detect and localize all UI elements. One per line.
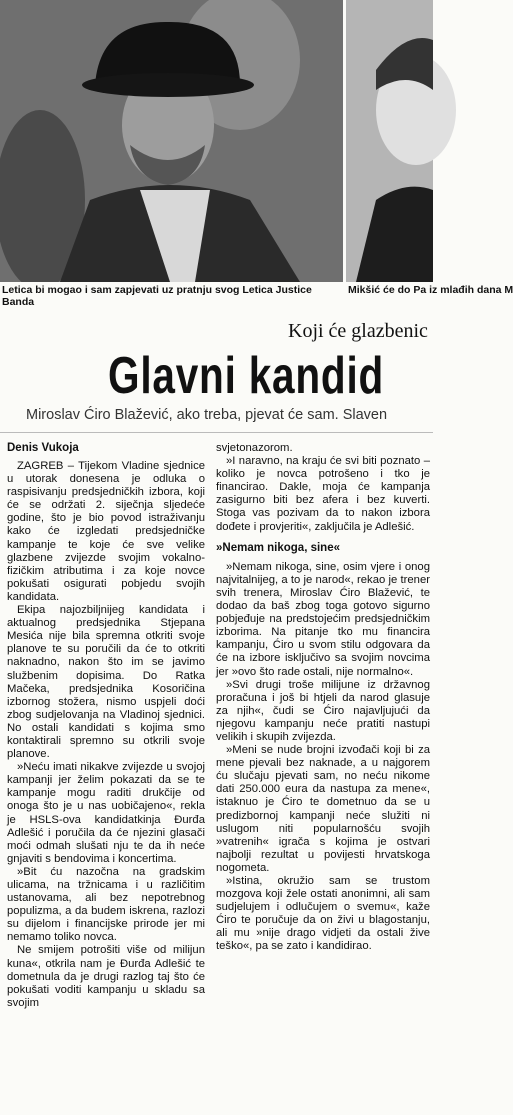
byline: Denis Vukoja [7, 442, 79, 454]
article-column-right [216, 442, 430, 954]
paragraph: svjetonazorom. [216, 442, 293, 454]
portrait-man-right [346, 0, 433, 282]
section-subheading: »Nemam nikoga, sine« [216, 541, 340, 554]
photo-caption-right: Mikšić će do Pa iz mlađih dana M [348, 284, 513, 296]
paragraph: »Nemam nikoga, sine, osim vjere i onog najvitalnijeg, a to je narod«, rekao je trener svih trenera, Miroslav Ćiro Blažević, te dodao da baš zbog toga gotovo sigurno pobjeđuje na predstojećim predsjedničkim izborima. Na pitanje tko mu financira kampanju, Ćiro u svom stilu odgovara da će na izbore isključivo sa svojim novcima jer »ovo što rade ostali, nije normalno«. [216, 560, 430, 678]
photo-miksic [346, 0, 433, 282]
photo-caption-left: Letica bi mogao i sam zapjevati uz pratnju svog Letica Justice Banda [2, 282, 340, 308]
article-column-left [7, 460, 205, 1010]
paragraph: Ne smijem potrošiti više od milijun kuna«, otkrila nam je Đurđa Adlešić te dometnula da je drugi razlog taj što će pokušati voditi kampanju u skladu sa svojim [7, 944, 205, 1009]
paragraph: Ekipa najozbiljnijeg kandidata i aktualnog predsjednika Stjepana Mesića nije bila spremna otkriti svoje planove te su poručili da će to otkriti naknadno, nakon što im se javimo službenim dopisima. Do Ratka Mačeka, predsjednika Kosoričina izbornog stožera, nismo uspjeli doći zbog sudjelovanja na Vladinoj sjednici. No ostali kandidati s kojima smo kontaktirali spremno su otkrili svoje planove. [7, 604, 205, 761]
paragraph: ZAGREB – Tijekom Vladine sjednice u utorak donesena je odluka o raspisivanju predsjedničkih izbora, koji će se održati 2. siječnja sljedeće godine, što je bio povod istraživanju kako će izgledati predsjedničke kampanje te koje će sve velike glazbene zvijezde svojim vokalno-fizičkim atributima i za koje novce pokušati osigurati pobjedu svojih kandidata. [7, 460, 205, 603]
paragraph: »I naravno, na kraju će svi biti poznato – koliko je novca potrošeno i tko je financirao. Dakle, moja će kampanja zasigurno biti bez afera i bez kuverti. Stoga vas pozivam da to nakon izbora dođete i provjeriti«, zaključila je Adlešić. [216, 455, 430, 533]
paragraph: »Neću imati nikakve zvijezde u svojoj kampanji jer želim pokazati da se te kampanje mogu raditi drukčije od onoga što je u nas uobičajeno«, rekla je HSLS-ova kandidatkinja Đurđa Adlešić i poručila da će njezini glasači moći odmah slušati nju te da ih neće gnjaviti s bendovima i koncertima. [7, 761, 205, 865]
photo-letica [0, 0, 343, 282]
subheadline: Miroslav Ćiro Blažević, ako treba, pjevat će sam. Slaven [26, 407, 388, 423]
paragraph: »Bit ću nazočna na gradskim ulicama, na tržnicama i u različitim ustanovama, ali bez nepotrebnog populizma, a da budem iskrena, razlozi su dijelom i financijske prirode jer mi nemamo toliko novca. [7, 865, 205, 944]
divider [0, 432, 433, 433]
portrait-man-hat [0, 0, 343, 282]
paragraph: »Istina, okružio sam se trustom mozgova koji žele ostati anonimni, ali sam sudjelujem i odlučujem o svemu«, kaže Ćiro te poručuje da on živi u blagostanju, ali mu »nije drago vidjeti da ostali žive teško«, pa se zato i kandidirao. [216, 875, 430, 953]
paragraph: »Svi drugi troše milijune iz državnog proračuna i još bi htjeli da narod glasuje za njih«, čudi se Ćiro najavljujući da njegovu kampanju neće pratiti nastupi velikih i skupih zvijezda. [216, 678, 430, 743]
kicker: Koji će glazbenic [288, 320, 428, 342]
paragraph: »Meni se nude brojni izvođači koji bi za mene pjevali bez naknade, a u najgorem ću slučaju pjevati sam, no neću nikome dati 250.000 eura da nastupa za mene«, istaknuo je Ćiro te dometnuo da se u predizbornoj kampanji neće služiti ni uslugom niti popularnošću svojih »vatrenih« igrača s kojima je ostvari najbolji rezultat u povijesti hrvatskoga nogometa. [216, 744, 430, 874]
headline: Glavni kandid [108, 347, 385, 405]
